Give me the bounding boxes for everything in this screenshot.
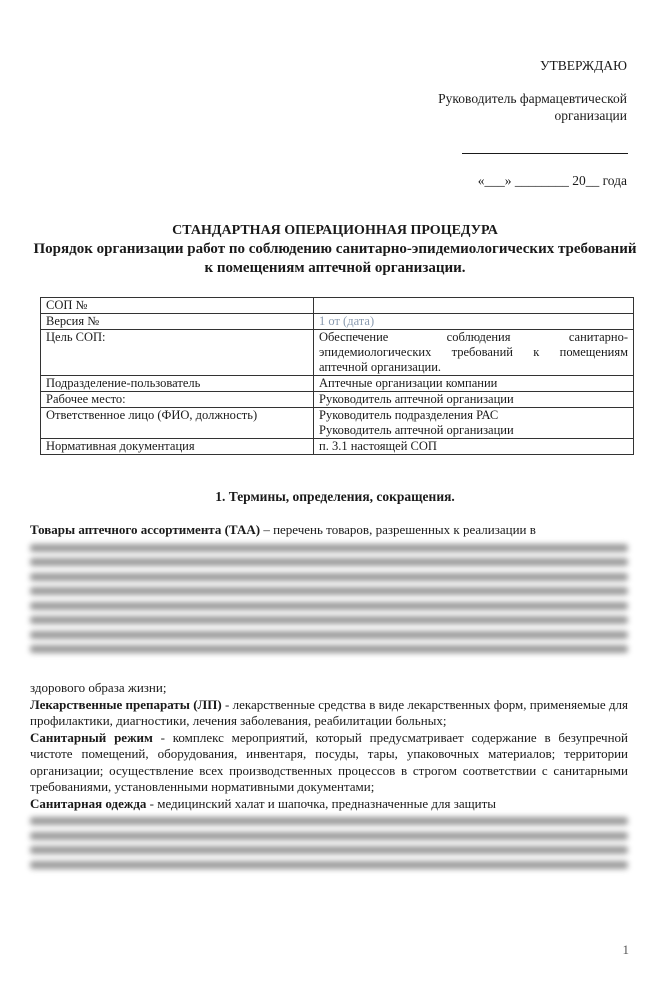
definition-item xyxy=(30,796,628,813)
definition-term: Санитарный режим xyxy=(30,729,153,745)
definitions-block-2 xyxy=(30,680,628,875)
definition-item xyxy=(30,697,628,730)
definition-item xyxy=(30,730,628,796)
title-line-1: СТАНДАРТНАЯ ОПЕРАЦИОННАЯ ПРОЦЕДУРА xyxy=(172,223,498,238)
signature-line xyxy=(462,153,628,154)
definitions-block-1 xyxy=(30,522,628,660)
definition-term: Товары аптечного ассортимента (ТАА) xyxy=(30,522,261,537)
section-heading: 1. Термины, определения, сокращения. xyxy=(215,489,455,504)
blurred-text xyxy=(30,817,628,869)
table-cell-value xyxy=(314,314,634,330)
approval-role: Руководитель фармацевтической организации xyxy=(438,91,627,123)
definition-term: Санитарная одежда xyxy=(30,795,147,811)
definition-term: Лекарственные препараты (ЛП) xyxy=(30,696,222,712)
version-date-placeholder: от (дата) xyxy=(328,314,375,328)
table-cell-value xyxy=(314,298,634,314)
definition-text: - комплекс мероприятий, который предусматривает содержание в безупречной чистоте помещений, оборудования, инвентаря, посуды, тары, упаковочных материалов; территории организации; осуществление всех производственных процессов в строгом соответствии с санитарными требованиями, установленными нормативными документами; xyxy=(30,729,628,794)
definition-tail: здорового образа жизни; xyxy=(30,680,167,695)
definition-text: - медицинский халат и шапочка, предназначенные для защиты xyxy=(146,795,497,811)
table-cell-label: Нормативная документация xyxy=(41,439,314,455)
table-cell-label: Ответственное лицо (ФИО, должность) xyxy=(41,408,314,439)
table-cell-value: п. 3.1 настоящей СОП xyxy=(314,439,634,455)
responsible-line-1: Руководитель подразделения РАС xyxy=(319,408,499,422)
table-row xyxy=(41,314,634,330)
table-cell-value xyxy=(314,408,634,439)
table-cell-label: Рабочее место: xyxy=(41,392,314,408)
table-row xyxy=(41,439,634,455)
responsible-line-2: Руководитель аптечной организации xyxy=(319,423,514,437)
table-cell-label: СОП № xyxy=(41,298,314,314)
table-cell-label: Версия № xyxy=(41,314,314,330)
table-cell-label: Подразделение-пользователь xyxy=(41,376,314,392)
table-cell-value: Аптечные организации компании xyxy=(314,376,634,392)
table-row xyxy=(41,330,634,376)
version-number: 1 xyxy=(319,314,326,328)
definition-text: - лекарственные средства в виде лекарственных форм, применяемые для профилактики, диагностики, лечения заболевания, реабилитации больных; xyxy=(30,696,628,728)
blurred-text xyxy=(30,544,628,654)
table-row xyxy=(41,298,634,314)
definition-text: – перечень товаров, разрешенных к реализации в xyxy=(260,522,536,537)
table-row xyxy=(41,408,634,439)
approval-title: УТВЕРЖДАЮ xyxy=(539,58,627,73)
table-row xyxy=(41,376,634,392)
definition-item xyxy=(30,522,628,539)
title-line-2: Порядок организации работ по соблюдению санитарно-эпидемиологических требований к помещениям аптечной организации. xyxy=(33,241,637,276)
table-cell-label: Цель СОП: xyxy=(41,330,314,376)
table-cell-value: Обеспечение соблюдения санитарно-эпидемиологических требований к помещениям аптечной организации. xyxy=(314,330,634,376)
document-title xyxy=(30,222,640,278)
approval-date: «___» ________ 20__ года xyxy=(477,173,627,188)
sop-info-table xyxy=(40,297,634,455)
table-row xyxy=(41,392,634,408)
table-cell-value: Руководитель аптечной организации xyxy=(314,392,634,408)
page-number: 1 xyxy=(622,942,629,957)
